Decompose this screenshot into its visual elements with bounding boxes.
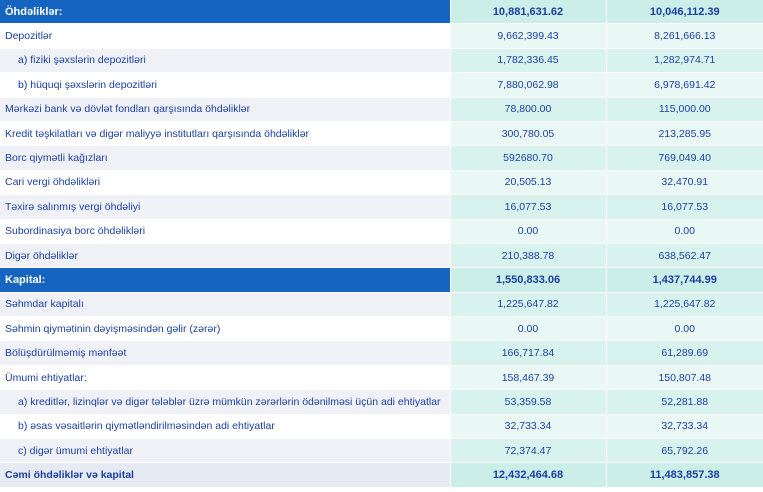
section-header-row bbox=[0, 0, 763, 24]
table-row bbox=[0, 121, 763, 145]
row-label: Cəmi öhdəliklər və kapital bbox=[0, 463, 450, 487]
previous-period-value: 1,282,974.71 bbox=[606, 48, 763, 72]
table-row bbox=[0, 219, 763, 243]
current-period-value: 20,505.13 bbox=[450, 170, 606, 194]
table-row bbox=[0, 243, 763, 267]
current-period-value: 0.00 bbox=[450, 219, 606, 243]
previous-period-value: 10,046,112.39 bbox=[606, 0, 763, 24]
row-label: Təxirə salınmış vergi öhdəliyi bbox=[0, 195, 450, 219]
previous-period-value: 11,483,857.38 bbox=[606, 463, 763, 487]
previous-period-value: 0.00 bbox=[606, 317, 763, 341]
previous-period-value: 65,792.26 bbox=[606, 439, 763, 463]
current-period-value: 1,550,833.06 bbox=[450, 268, 606, 292]
table-row bbox=[0, 317, 763, 341]
previous-period-value: 638,562.47 bbox=[606, 243, 763, 267]
current-period-value: 12,432,464.68 bbox=[450, 463, 606, 487]
row-label: Səhmdar kapitalı bbox=[0, 292, 450, 316]
current-period-value: 9,662,399.43 bbox=[450, 24, 606, 48]
current-period-value: 300,780.05 bbox=[450, 121, 606, 145]
previous-period-value: 6,978,691.42 bbox=[606, 73, 763, 97]
previous-period-value: 213,285.95 bbox=[606, 121, 763, 145]
table-row bbox=[0, 97, 763, 121]
row-label: a) kreditlər, lizinqlər və digər tələblər üzrə mümkün zərərlərin ödənilməsi üçün adi ehtiyatlar bbox=[0, 390, 450, 414]
row-label: b) hüquqi şəxslərin depozitləri bbox=[0, 73, 450, 97]
table-row bbox=[0, 146, 763, 170]
table-row bbox=[0, 341, 763, 365]
table-row bbox=[0, 195, 763, 219]
table-row bbox=[0, 439, 763, 463]
row-label: Öhdəliklər: bbox=[0, 0, 450, 24]
current-period-value: 0.00 bbox=[450, 317, 606, 341]
row-label: Borc qiymətli kağızları bbox=[0, 146, 450, 170]
table-row bbox=[0, 170, 763, 194]
current-period-value: 32,733.34 bbox=[450, 414, 606, 438]
previous-period-value: 769,049.40 bbox=[606, 146, 763, 170]
row-label: Ümumi ehtiyatlar: bbox=[0, 365, 450, 389]
current-period-value: 10,881,631.62 bbox=[450, 0, 606, 24]
row-label: Bölüşdürülməmiş mənfəət bbox=[0, 341, 450, 365]
current-period-value: 166,717.84 bbox=[450, 341, 606, 365]
row-label: Depozitlər bbox=[0, 24, 450, 48]
row-label: Mərkəzi bank və dövlət fondları qarşısında öhdəliklər bbox=[0, 97, 450, 121]
row-label: Digər öhdəliklər bbox=[0, 243, 450, 267]
current-period-value: 72,374.47 bbox=[450, 439, 606, 463]
total-row bbox=[0, 463, 763, 487]
table-row bbox=[0, 48, 763, 72]
table-row bbox=[0, 390, 763, 414]
previous-period-value: 32,733.34 bbox=[606, 414, 763, 438]
row-label: Kapital: bbox=[0, 268, 450, 292]
table-row bbox=[0, 365, 763, 389]
current-period-value: 53,359.58 bbox=[450, 390, 606, 414]
current-period-value: 1,782,336.45 bbox=[450, 48, 606, 72]
previous-period-value: 1,437,744.99 bbox=[606, 268, 763, 292]
previous-period-value: 0.00 bbox=[606, 219, 763, 243]
previous-period-value: 1,225,647.82 bbox=[606, 292, 763, 316]
current-period-value: 1,225,647.82 bbox=[450, 292, 606, 316]
previous-period-value: 115,000.00 bbox=[606, 97, 763, 121]
table-row bbox=[0, 73, 763, 97]
table-row bbox=[0, 24, 763, 48]
current-period-value: 158,467.39 bbox=[450, 365, 606, 389]
row-label: Kredit təşkilatları və digər maliyyə institutları qarşısında öhdəliklər bbox=[0, 121, 450, 145]
current-period-value: 16,077.53 bbox=[450, 195, 606, 219]
row-label: b) əsas vəsaitlərin qiymətləndirilməsindən adi ehtiyatlar bbox=[0, 414, 450, 438]
current-period-value: 592680.70 bbox=[450, 146, 606, 170]
row-label: Cari vergi öhdəlikləri bbox=[0, 170, 450, 194]
previous-period-value: 61,289.69 bbox=[606, 341, 763, 365]
table-row bbox=[0, 292, 763, 316]
row-label: Subordinasiya borc öhdəlikləri bbox=[0, 219, 450, 243]
row-label: Səhmin qiymətinin dəyişməsindən gəlir (zərər) bbox=[0, 317, 450, 341]
row-label: a) fiziki şəxslərin depozitləri bbox=[0, 48, 450, 72]
previous-period-value: 8,261,666.13 bbox=[606, 24, 763, 48]
current-period-value: 78,800.00 bbox=[450, 97, 606, 121]
current-period-value: 210,388.78 bbox=[450, 243, 606, 267]
table-row bbox=[0, 414, 763, 438]
section-header-row bbox=[0, 268, 763, 292]
previous-period-value: 32,470.91 bbox=[606, 170, 763, 194]
previous-period-value: 16,077.53 bbox=[606, 195, 763, 219]
previous-period-value: 52,281.88 bbox=[606, 390, 763, 414]
current-period-value: 7,880,062.98 bbox=[450, 73, 606, 97]
previous-period-value: 150,807.48 bbox=[606, 365, 763, 389]
row-label: c) digər ümumi ehtiyatlar bbox=[0, 439, 450, 463]
